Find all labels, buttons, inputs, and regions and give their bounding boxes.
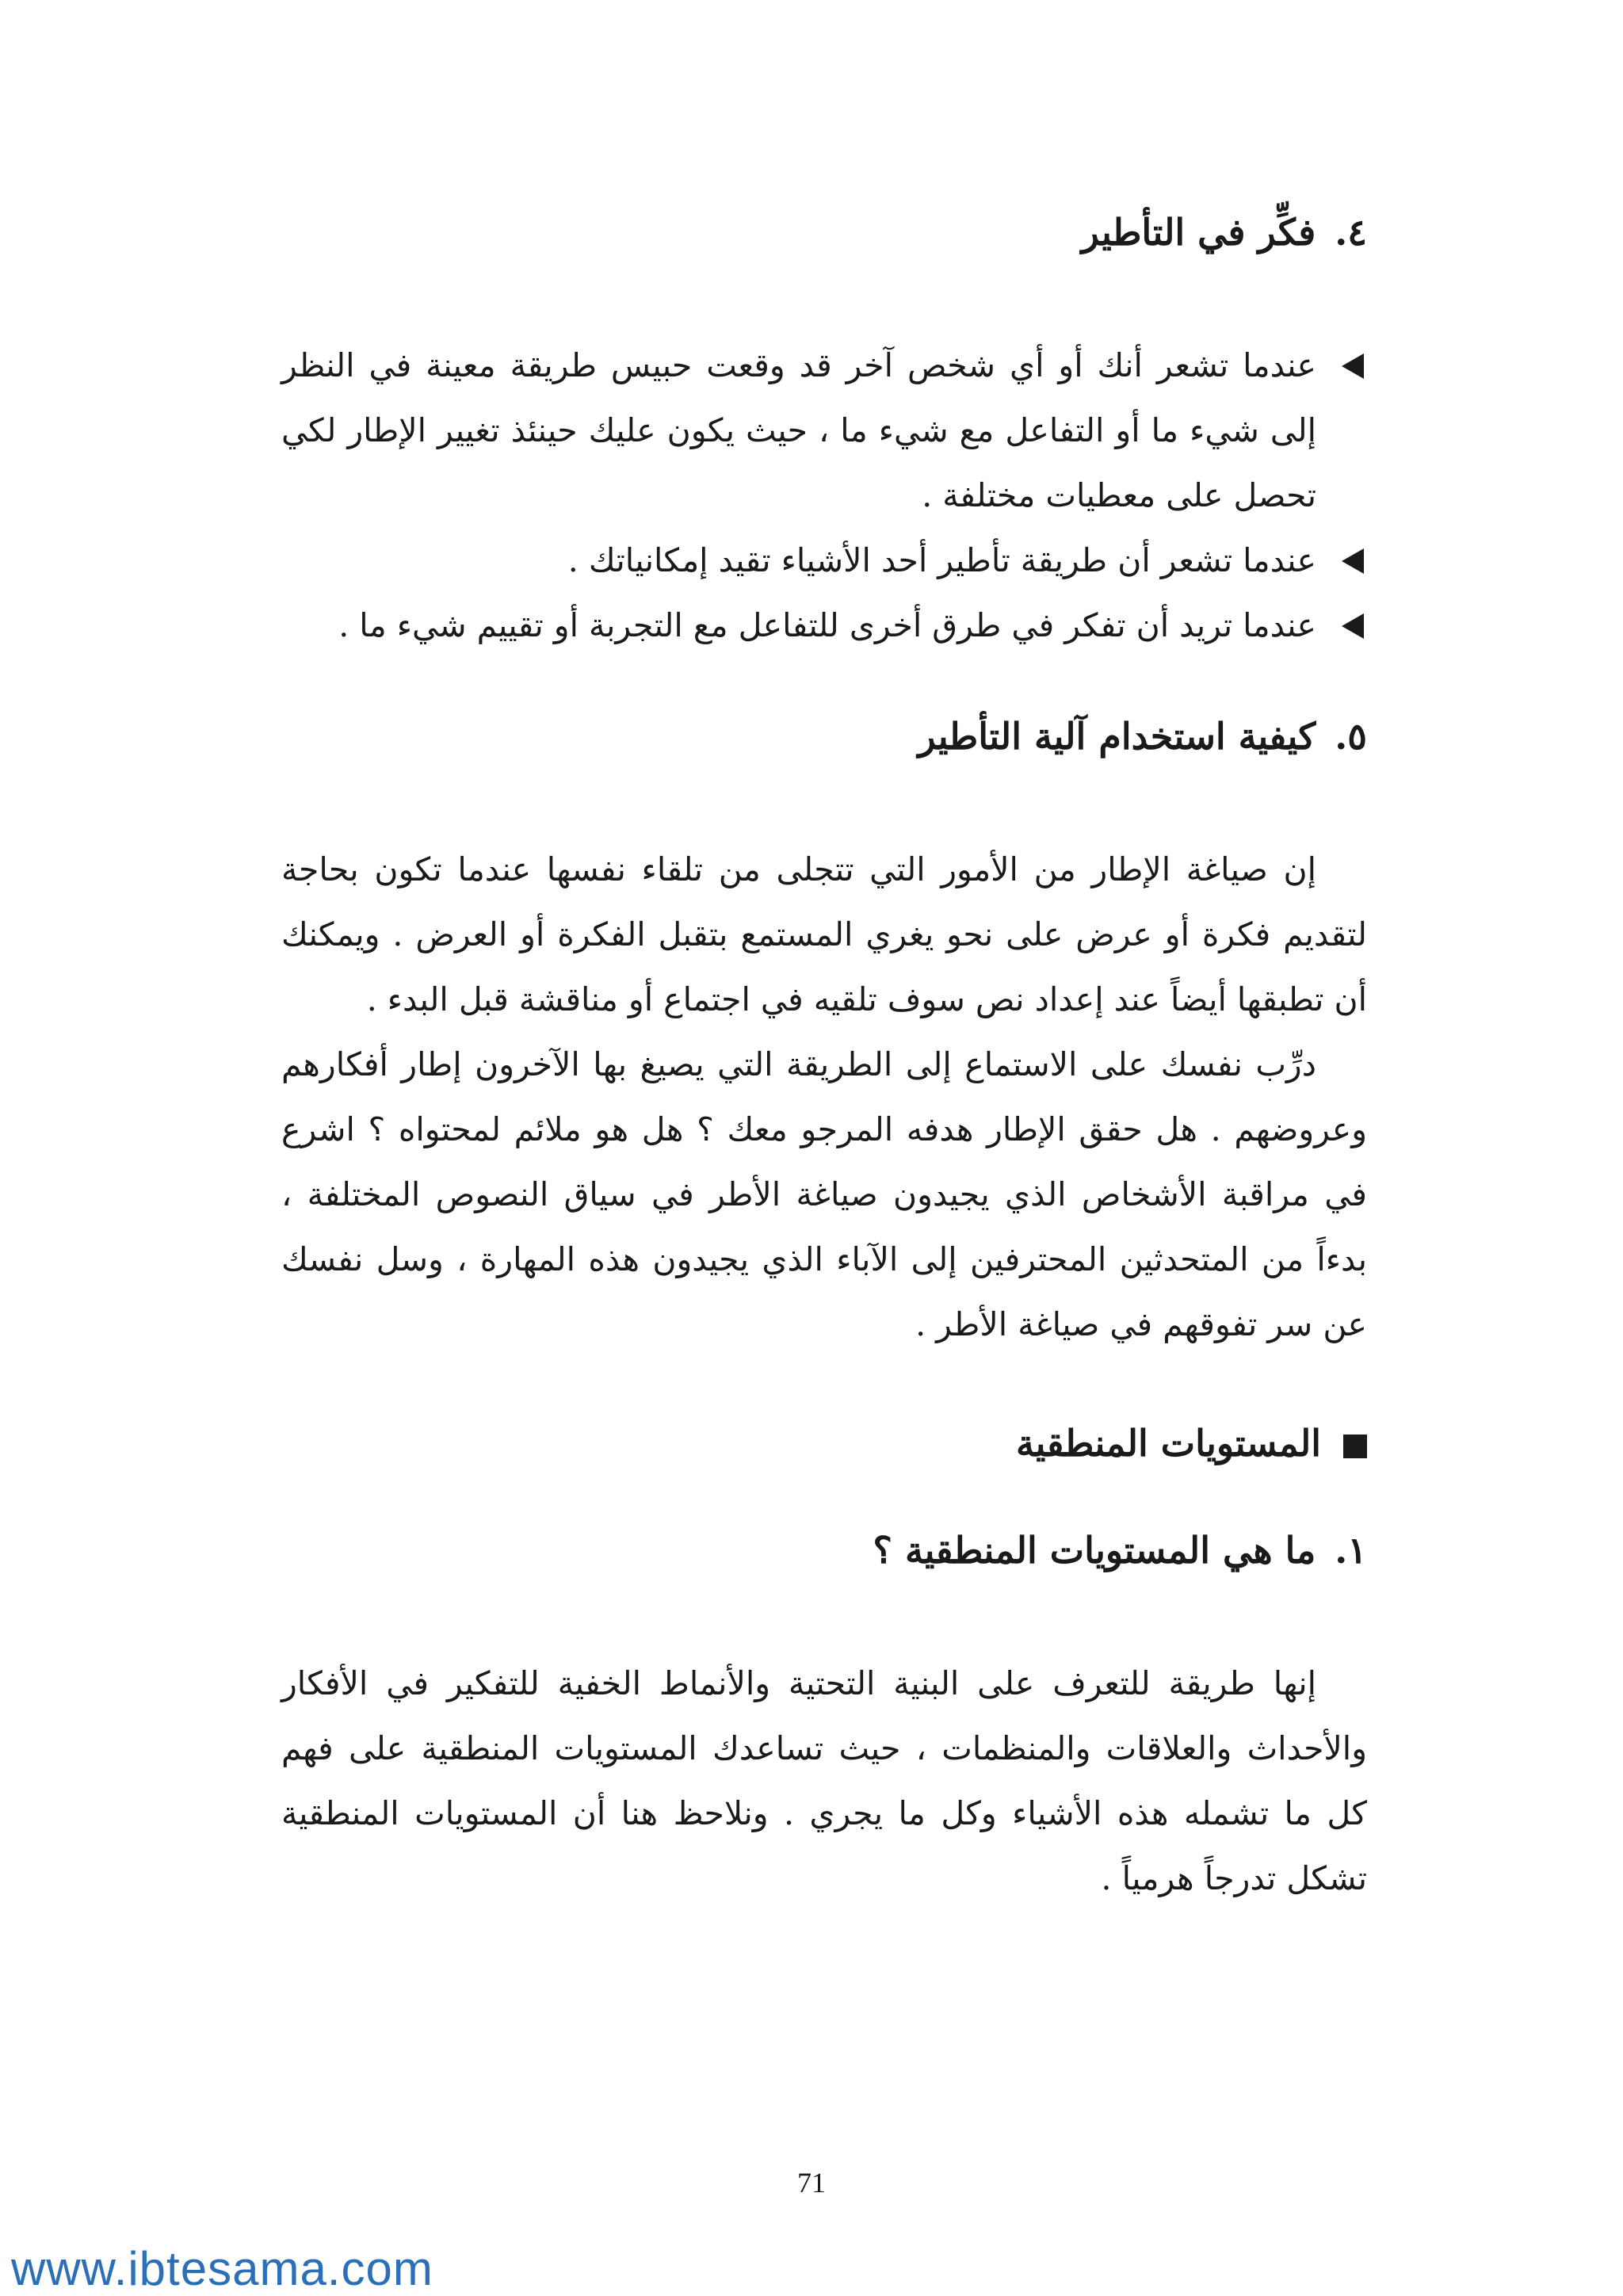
section-1-number: ١. (1335, 1529, 1367, 1572)
section-5-title: كيفية استخدام آلية التأطير (918, 714, 1316, 758)
triangle-bullet-icon (1342, 548, 1364, 574)
section-4-title: فكِّر في التأطير (1081, 211, 1316, 254)
page-number: 71 (797, 2167, 826, 2199)
bullet-item (281, 593, 1367, 658)
section-4-heading (281, 209, 1367, 257)
bullet-item (281, 528, 1367, 593)
logical-levels-heading (281, 1420, 1367, 1468)
triangle-bullet-icon (1342, 613, 1364, 639)
section-5-paragraph-1: إن صياغة الإطار من الأمور التي تتجلى من تلقاء نفسها عندما تكون بحاجة لتقديم فكرة أو عرض على نحو يغري المستمع بتقبل الفكرة أو العرض . ويمكنك أن تطبقها أيضاً عند إعداد نص سوف تلقيه في اجتماع أو مناقشة قبل البدء . (281, 850, 1367, 1018)
square-bullet-icon (1343, 1435, 1367, 1458)
bullet-text: عندما تشعر أن طريقة تأطير أحد الأشياء تقيد إمكانياتك . (567, 541, 1316, 579)
section-5-paragraph-2: درِّب نفسك على الاستماع إلى الطريقة التي يصيغ بها الآخرون إطار أفكارهم وعروضهم . هل حقق الإطار هدفه المرجو معك ؟ هل هو ملائم لمحتواه ؟ اشرع في مراقبة الأشخاص الذي يجيدون صياغة الأطر في سياق النصوص المختلفة ، بدءاً من المتحدثين المحترفين إلى الآباء الذي يجيدون هذه المهارة ، وسل نفسك عن سر تفوقهم في صياغة الأطر . (281, 1045, 1367, 1343)
section-1-title: ما هي المستويات المنطقية ؟ (873, 1529, 1316, 1572)
section-5-number: ٥. (1335, 714, 1367, 758)
bullet-item (281, 333, 1367, 528)
section-1-paragraph: إنها طريقة للتعرف على البنية التحتية والأنماط الخفية للتفكير في الأفكار والأحداث والعلاقات والمنظمات ، حيث تساعدك المستويات المنطقية على فهم كل ما تشمله هذه الأشياء وكل ما يجري . ونلاحظ هنا أن المستويات المنطقية تشكل تدرجاً هرمياً . (281, 1664, 1367, 1898)
logical-levels-title: المستويات المنطقية (1015, 1421, 1321, 1465)
page-content (281, 198, 1367, 1911)
section-1-heading (281, 1527, 1367, 1575)
section-5-heading (281, 713, 1367, 761)
bullet-text: عندما تريد أن تفكر في طرق أخرى للتفاعل مع التجربة أو تقييم شيء ما . (338, 606, 1316, 644)
bullet-text: عندما تشعر أنك أو أي شخص آخر قد وقعت حبيس طريقة معينة في النظر إلى شيء ما أو التفاعل مع شيء ما ، حيث يكون عليك حينئذ تغيير الإطار لكي تحصل على معطيات مختلفة . (281, 346, 1316, 514)
section-4-number: ٤. (1335, 211, 1367, 254)
watermark-text: www.ibtesama.com (11, 2242, 433, 2295)
section-4-bullet-list (281, 333, 1367, 658)
triangle-bullet-icon (1342, 353, 1364, 379)
